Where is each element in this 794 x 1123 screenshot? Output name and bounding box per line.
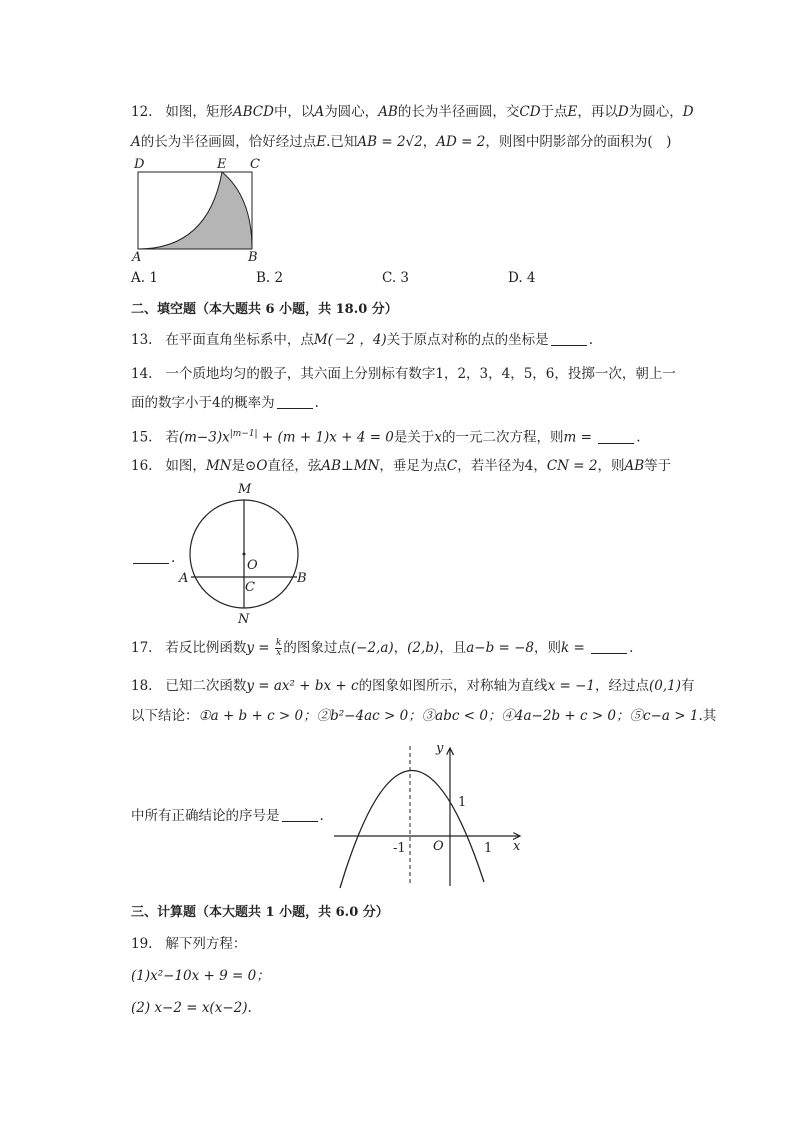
q16-label-N: N [238,612,250,627]
q18-figure [328,740,528,890]
q12-shaded-region [138,172,252,249]
q18-parabola [340,770,484,888]
q12-label-B: B [248,250,258,265]
q18-label-y: y [436,741,444,756]
q16-answer-line: . [131,548,175,568]
q12-label-A: A [132,250,142,265]
q15-blank [598,429,634,444]
q16-label-M: M [238,482,252,497]
q14-line1: 14. 一个质地均匀的骰子，其六面上分别标有数字1，2，3，4，5，6，投掷一次，朝上一 [131,366,676,382]
q18-line2: 以下结论：①a + b + c > 0；②b²−4ac > 0；③abc < 0；④4a−2b + c > 0；⑤c−a > 1.其 [131,708,717,724]
q18-line1: 18. 已知二次函数y = ax² + bx + c的图象如图所示，对称轴为直线x = −1，经过点(0,1)有 [131,678,695,694]
q14-line2: 面的数字小于4的概率为 . [131,395,319,411]
q12-option-b: B. 2 [256,270,284,286]
q18-label-O: O [433,839,444,854]
q19-eq2: (2) x−2 = x(x−2). [131,1000,252,1016]
q12-option-d: D. 4 [508,270,536,286]
q17: 17. 若反比例函数y = $\frac{k}{x}$ 的图象过点(−2,a)，(2,b)，且a−b = −8，则k = . [131,638,634,658]
q15: 15. 若$(m-3)x^{|m-1|} + (m + 1)x + 4 = 0$是关于x的一元二次方程，则m = . [131,429,641,446]
q12-label-E: E [217,157,227,172]
q16-label-B: B [297,571,307,586]
q13-blank [551,331,587,346]
q12-line1: 12. 如图，矩形ABCD中，以A为圆心，AB的长为半径画圆，交CD于点E，再以D为圆心，D [131,104,694,120]
q12-figure [128,155,268,265]
q16-label-C: C [245,580,255,595]
q16-figure [176,478,316,628]
q16-blank [133,549,169,564]
q18-line3: 中所有正确结论的序号是 . [131,808,324,824]
section3-heading: 三、计算题（本大题共 1 小题，共 6.0 分） [131,905,389,920]
q13: 13. 在平面直角坐标系中，点M(－2 ，4)关于原点对称的点的坐标是 . [131,332,593,348]
q18-blank [282,807,318,822]
q14-blank [277,394,313,409]
q16-label-O: O [247,558,258,573]
q17-blank [591,639,627,654]
q18-label-x: x [513,839,521,854]
q18-label-one-x: 1 [484,841,493,856]
q12-label-C: C [250,157,260,172]
q12-option-a: A. 1 [131,270,158,286]
q18-label-one-y: 1 [458,795,467,810]
q12-line2: A的长为半径画圆，恰好经过点E.已知AB = 2√2，AD = 2，则图中阴影部分的面积为( ) [131,134,672,150]
q18-label-neg1: -1 [393,841,406,856]
q16-center-point [243,553,246,556]
q17-fraction: $\frac{k}{x}$ [275,638,282,658]
q19-eq1: (1)x²−10x + 9 = 0； [131,968,270,984]
q12-label-D: D [134,157,145,172]
q16-label-A: A [179,571,189,586]
section2-heading: 二、填空题（本大题共 6 小题，共 18.0 分） [131,302,398,317]
q16: 16. 如图，MN是⊙O直径，弦AB⊥MN，垂足为点C，若半径为4，CN = 2，则AB等于 [131,458,672,474]
q19: 19. 解下列方程： [131,936,247,952]
q12-option-c: C. 3 [382,270,410,286]
